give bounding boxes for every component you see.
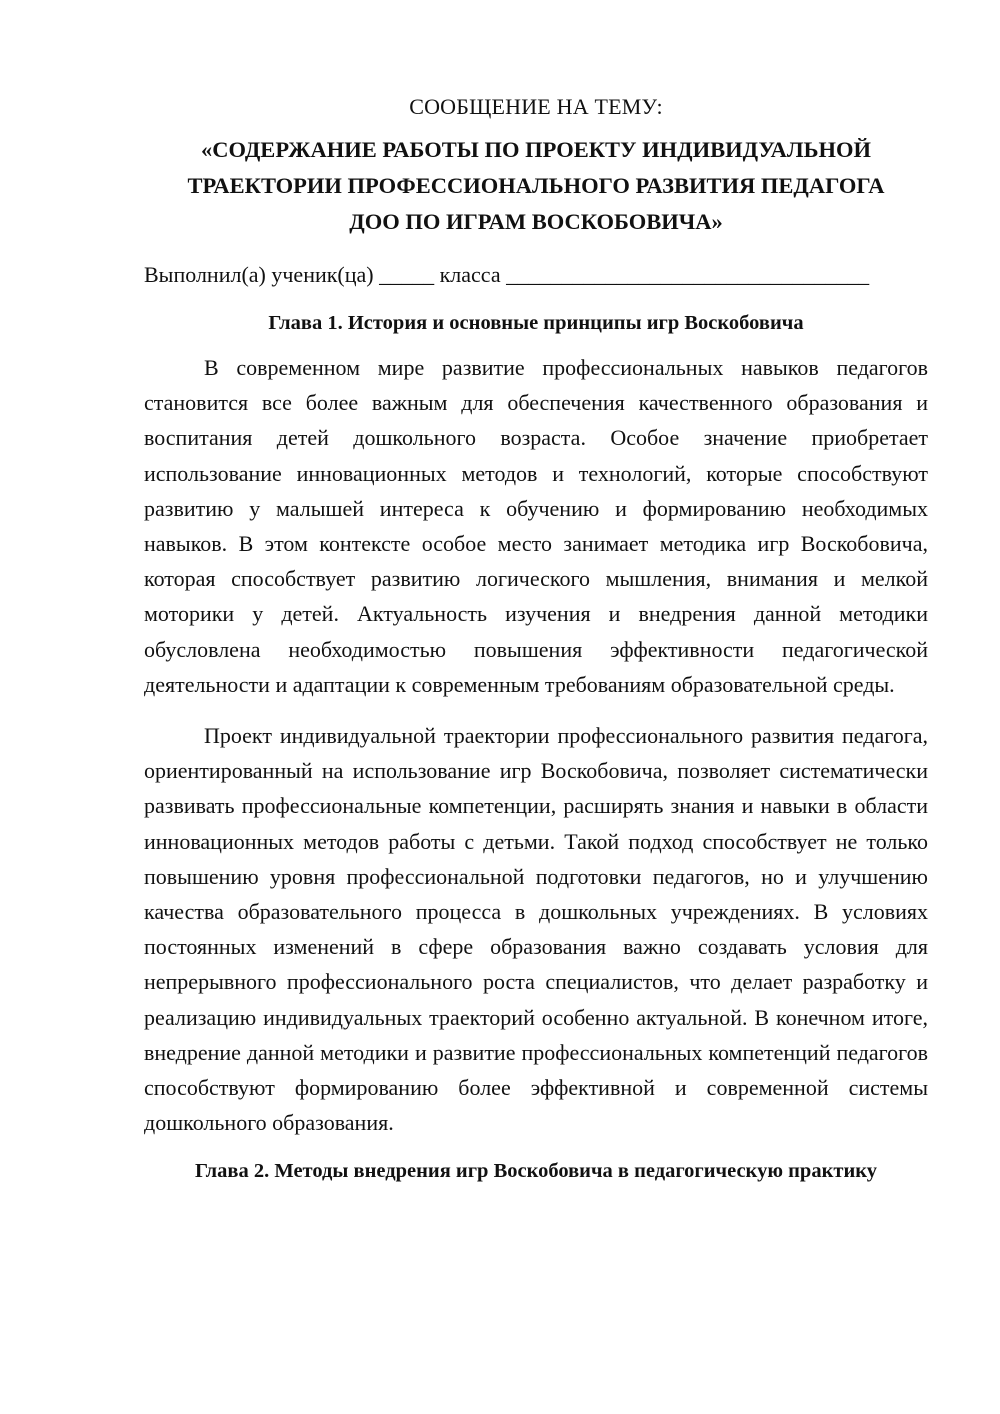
document-title-line: ТРАЕКТОРИИ ПРОФЕССИОНАЛЬНОГО РАЗВИТИЯ ПЕДАГОГА [187,173,885,198]
document-title-line: «СОДЕРЖАНИЕ РАБОТЫ ПО ПРОЕКТУ ИНДИВИДУАЛЬНОЙ [200,137,872,162]
chapter-1-paragraph: Проект индивидуальной траектории профессионального развития педагога, ориентированный на использование игр Воскобовича, позволяет систематически развивать профессиональные компетенции, расширять знания и навыки в области инновационных методов работы с детьми. Такой подход способствует не только повышению уровня профессиональной подготовки педагогов, но и улучшению качества образовательного процесса в дошкольных учреждениях. В условиях постоянных изменений в сфере образования важно создавать условия для непрерывного профессионального роста специалистов, что делает разработку и реализацию индивидуальных траекторий особенно актуальной. В конечном итоге, внедрение данной методики и развитие профессиональных компетенций педагогов способствуют формированию более эффективной и современной системы дошкольного образования. [144,723,928,1136]
document-label: СООБЩЕНИЕ НА ТЕМУ: [409,94,663,119]
document-page [144,92,928,1198]
author-line: Выполнил(а) ученик(ца) _____ класса _________________________________ [144,262,870,287]
chapter-2-heading: Глава 2. Методы внедрения игр Воскобовича в педагогическую практику [194,1160,878,1183]
chapter-1-paragraph: В современном мире развитие профессиональных навыков педагогов становится все более важным для обеспечения качественного образования и воспитания детей дошкольного возраста. Особое значение приобретает использование инновационных методов и технологий, которые способствуют развитию у малышей интереса к обучению и формированию необходимых навыков. В этом контексте особое место занимает методика игр Воскобовича, которая способствует развитию логического мышления, внимания и мелкой моторики у детей. Актуальность изучения и внедрения данной методики обусловлена необходимостью повышения эффективности педагогической деятельности и адаптации к современным требованиям образовательной среды. [144,355,928,697]
document-title [144,132,928,240]
document-title-line: ДОО ПО ИГРАМ ВОСКОБОВИЧА» [349,209,723,234]
chapter-1-heading: Глава 1. История и основные принципы игр Воскобовича [268,312,804,334]
